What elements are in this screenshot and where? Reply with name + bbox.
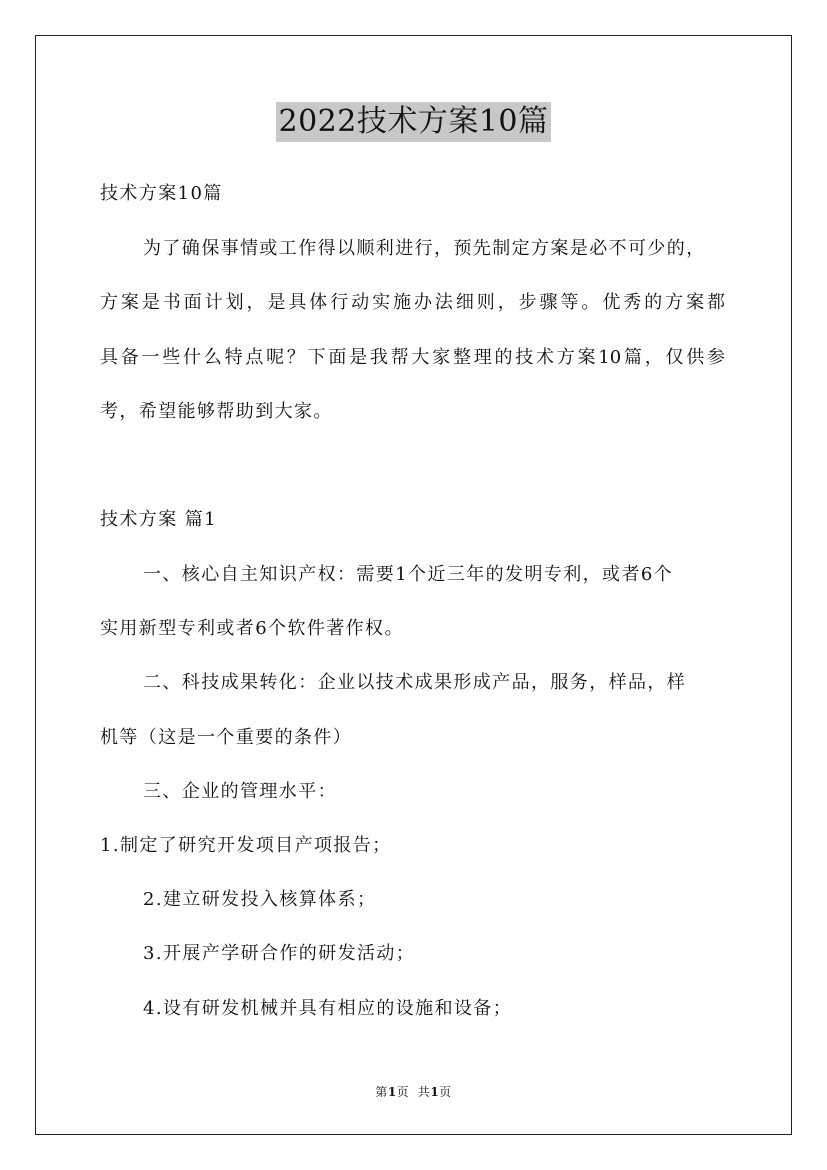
- intro-line-2: 方案是书面计划，是具体行动实施办法细则，步骤等。优秀的方案都: [100, 292, 725, 313]
- section-line-4: 机等（这是一个重要的条件）: [100, 727, 353, 748]
- footer-page-number: 1: [387, 1085, 397, 1099]
- list-item-2: 2.建立研发投入核算体系；: [143, 889, 377, 910]
- intro-line-3: 具备一些什么特点呢？下面是我帮大家整理的技术方案10篇，仅供参: [100, 347, 725, 368]
- section-line-2: 实用新型专利或者6个软件著作权。: [100, 618, 404, 639]
- title-container: [0, 102, 827, 142]
- footer-suffix: 页: [439, 1085, 452, 1099]
- section-line-3: 二、科技成果转化：企业以技术成果形成产品，服务，样品，样: [143, 672, 687, 693]
- list-item-3: 3.开展产学研合作的研发活动；: [143, 943, 416, 964]
- section-line-5: 三、企业的管理水平：: [143, 781, 337, 802]
- section-line-1: 一、核心自主知识产权：需要1个近三年的发明专利，或者6个: [143, 564, 674, 585]
- page-footer: [0, 1084, 827, 1100]
- intro-line-4: 考，希望能够帮助到大家。: [100, 401, 333, 422]
- section-heading: 技术方案 篇1: [100, 509, 217, 530]
- document-subtitle: 技术方案10篇: [100, 183, 223, 204]
- document-title: 2022技术方案10篇: [276, 102, 550, 142]
- footer-page-total: 1: [430, 1085, 440, 1099]
- footer-mid: 页 共: [396, 1085, 431, 1099]
- footer-prefix: 第: [375, 1085, 388, 1099]
- intro-line-1: 为了确保事情或工作得以顺利进行，预先制定方案是必不可少的，: [143, 238, 706, 259]
- list-item-4: 4.设有研发机械并具有相应的设施和设备；: [143, 998, 513, 1019]
- list-item-1: 1.制定了研究开发项目产项报告；: [100, 835, 392, 856]
